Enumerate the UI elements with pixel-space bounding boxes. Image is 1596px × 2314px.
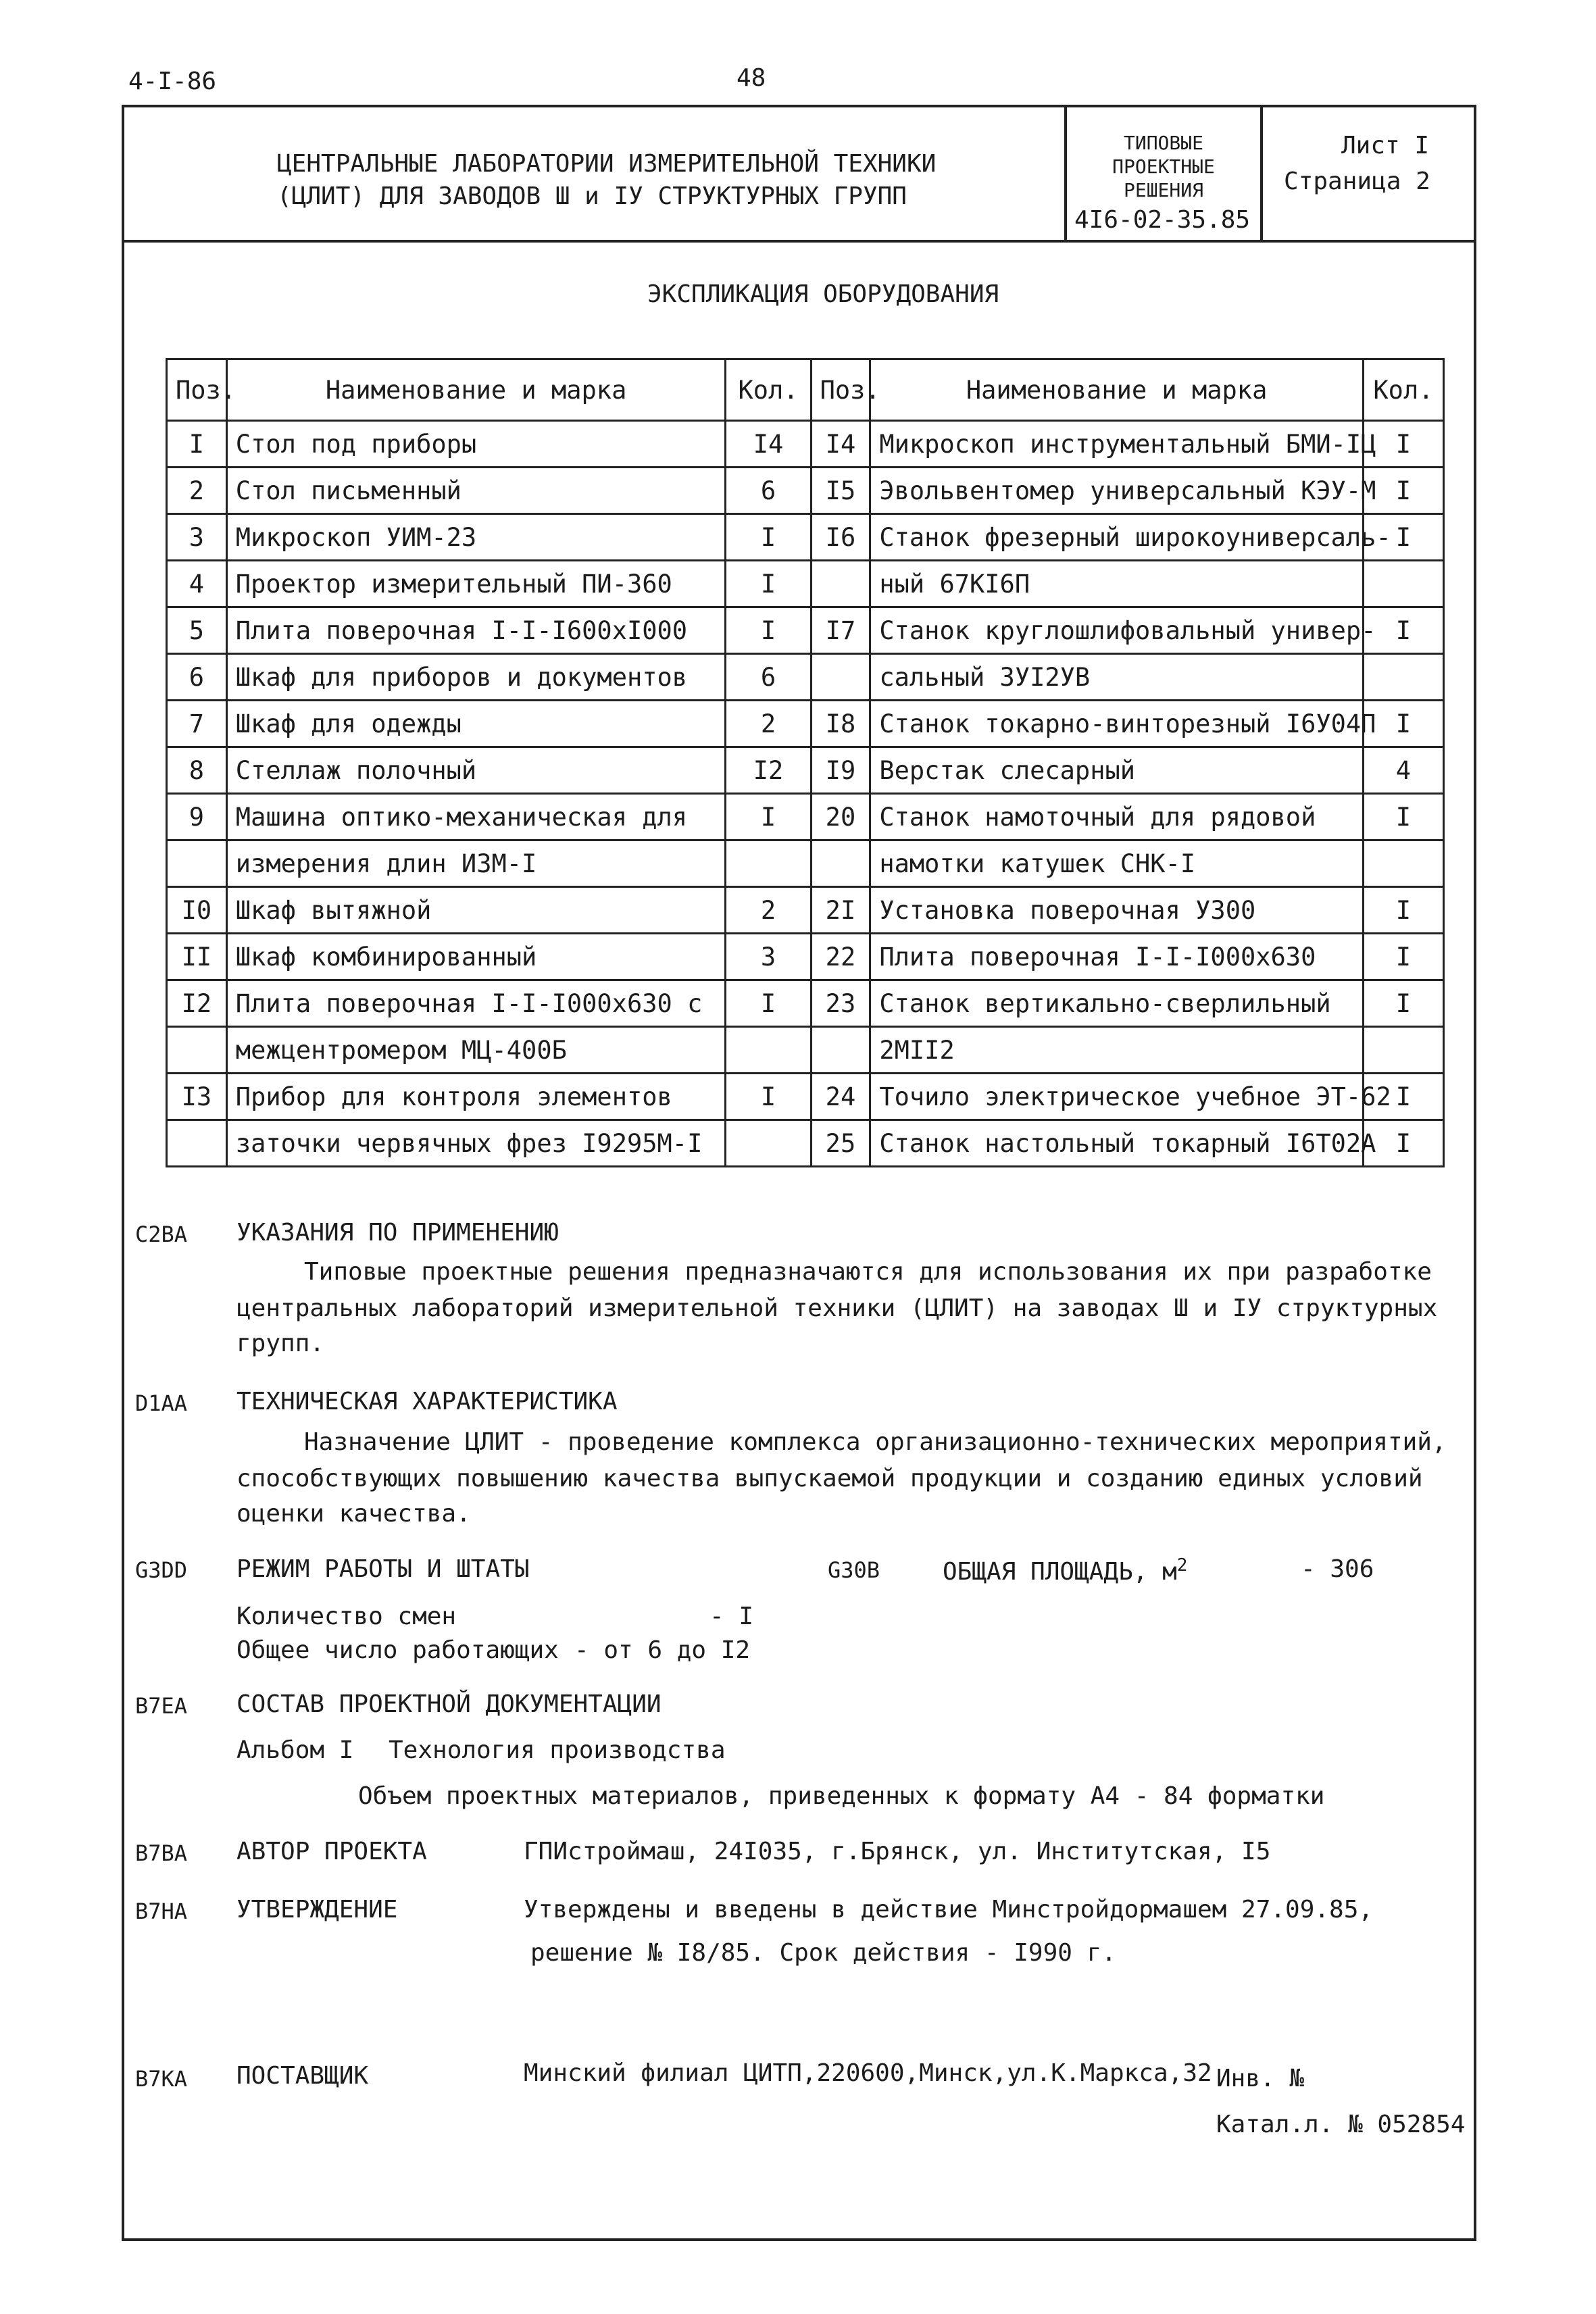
cell-pos-2: 20 — [811, 794, 870, 840]
cell-pos: I0 — [167, 887, 227, 934]
cell-pos-2: I9 — [811, 747, 870, 794]
docs-code: B7EA — [135, 1693, 188, 1719]
cell-name-2: Станок вертикально-сверлильный — [870, 980, 1364, 1027]
table-row — [167, 468, 1444, 514]
area-title-text: ОБЩАЯ ПЛОЩАДЬ, м — [943, 1558, 1177, 1586]
header-qty-2: Кол. — [1363, 359, 1443, 421]
cell-qty-2 — [1363, 561, 1443, 607]
cell-pos: II — [167, 934, 227, 980]
cell-name-2: Станок настольный токарный I6Т02А — [870, 1120, 1364, 1167]
cell-name-2: Верстак слесарный — [870, 747, 1364, 794]
author-code: B7BA — [135, 1840, 188, 1866]
cell-name-2: Микроскоп инструментальный БМИ-IЦ — [870, 421, 1364, 468]
cell-name-2: Станок намоточный для рядовой — [870, 794, 1364, 840]
workers-label: Общее число работающих — [236, 1636, 559, 1664]
cell-qty-2: I — [1363, 701, 1443, 747]
cell-qty: I — [726, 980, 811, 1027]
header-separator-1 — [1064, 105, 1067, 240]
cell-pos: 6 — [167, 654, 227, 701]
author-title: АВТОР ПРОЕКТА — [236, 1838, 427, 1865]
table-row — [167, 887, 1444, 934]
cell-pos: I2 — [167, 980, 227, 1027]
cell-name: Прибор для контроля элементов — [226, 1074, 726, 1120]
table-row — [167, 980, 1444, 1027]
cell-qty-2: I — [1363, 1074, 1443, 1120]
cell-pos: I — [167, 421, 227, 468]
mode-title: РЕЖИМ РАБОТЫ И ШТАТЫ — [236, 1555, 530, 1583]
cell-pos: I3 — [167, 1074, 227, 1120]
cell-name: Стол под приборы — [226, 421, 726, 468]
cell-name-2: Установка поверочная У300 — [870, 887, 1364, 934]
table-row — [167, 421, 1444, 468]
author-value: ГПИстроймаш, 24I035, г.Брянск, ул. Институтская, I5 — [524, 1838, 1271, 1865]
cell-qty — [726, 1027, 811, 1074]
cell-qty: I4 — [726, 421, 811, 468]
docs-title: СОСТАВ ПРОЕКТНОЙ ДОКУМЕНТАЦИИ — [236, 1690, 662, 1718]
cell-qty — [726, 840, 811, 887]
usage-title: УКАЗАНИЯ ПО ПРИМЕНЕНИЮ — [236, 1219, 559, 1247]
cell-name-2: Эвольвентомер универсальный КЭУ-М — [870, 468, 1364, 514]
sheet-label: Лист I — [1341, 132, 1430, 159]
usage-line1: Типовые проектные решения предназначаются для использования их при разработке — [304, 1258, 1432, 1286]
cell-qty: 2 — [726, 701, 811, 747]
cell-pos: 7 — [167, 701, 227, 747]
cell-name: Шкаф комбинированный — [226, 934, 726, 980]
cell-pos: 3 — [167, 514, 227, 561]
header-separator-2 — [1260, 105, 1263, 240]
equipment-table — [166, 358, 1445, 1167]
cell-pos-2: 25 — [811, 1120, 870, 1167]
catalog-number: Катал.л. № 052854 — [1216, 2111, 1466, 2138]
approval-line1: Утверждены и введены в действие Минстройдормашем 27.09.85, — [524, 1896, 1374, 1923]
table-row — [167, 514, 1444, 561]
tech-line3: оценки качества. — [236, 1500, 471, 1528]
cell-qty: I — [726, 794, 811, 840]
inventory-label: Инв. № — [1216, 2065, 1305, 2092]
table-row — [167, 607, 1444, 654]
header-title-line2: (ЦЛИТ) ДЛЯ ЗАВОДОВ Ш и IУ СТРУКТУРНЫХ ГРУПП — [277, 182, 907, 210]
approval-code: B7HA — [135, 1898, 188, 1924]
cell-name: Плита поверочная I-I-I600xI000 — [226, 607, 726, 654]
cell-pos: 5 — [167, 607, 227, 654]
cell-pos: 9 — [167, 794, 227, 840]
header-divider — [122, 240, 1476, 243]
cell-qty-2 — [1363, 840, 1443, 887]
page-label: Страница 2 — [1284, 168, 1430, 195]
page-number: 48 — [737, 64, 766, 92]
tech-code: D1AA — [135, 1390, 188, 1416]
usage-line3: групп. — [236, 1330, 325, 1357]
tech-line1: Назначение ЦЛИТ - проведение комплекса организационно-технических мероприятий, — [304, 1428, 1447, 1456]
supplier-value: Минский филиал ЦИТП,220600,Минск,ул.К.Маркса,32 — [524, 2059, 1212, 2087]
cell-name-2: Точило электрическое учебное ЭТ-62 — [870, 1074, 1364, 1120]
cell-qty: 2 — [726, 887, 811, 934]
cell-qty-2: 4 — [1363, 747, 1443, 794]
area-value: - 306 — [1301, 1555, 1374, 1583]
cell-pos — [167, 1027, 227, 1074]
cell-qty — [726, 1120, 811, 1167]
cell-pos — [167, 1120, 227, 1167]
header-title-line1: ЦЕНТРАЛЬНЫЕ ЛАБОРАТОРИИ ИЗМЕРИТЕЛЬНОЙ ТЕХНИКИ — [277, 150, 937, 178]
cell-pos: 2 — [167, 468, 227, 514]
album-label: Альбом I — [236, 1736, 354, 1764]
approval-line2: решение № I8/85. Срок действия - I990 г. — [530, 1939, 1116, 1967]
approval-title: УТВЕРЖДЕНИЕ — [236, 1896, 398, 1923]
cell-pos-2: I6 — [811, 514, 870, 561]
shifts-value: - I — [709, 1603, 754, 1630]
cell-qty-2: I — [1363, 934, 1443, 980]
cell-pos: 4 — [167, 561, 227, 607]
cell-name: Машина оптико-механическая для — [226, 794, 726, 840]
cell-pos-2 — [811, 561, 870, 607]
table-row — [167, 934, 1444, 980]
area-code: G30B — [828, 1557, 880, 1583]
area-title — [943, 1555, 1187, 1586]
cell-pos-2: I8 — [811, 701, 870, 747]
shifts-label: Количество смен — [236, 1603, 457, 1630]
cell-name: Стеллаж полочный — [226, 747, 726, 794]
section-title: ЭКСПЛИКАЦИЯ ОБОРУДОВАНИЯ — [647, 280, 999, 308]
cell-qty: I — [726, 1074, 811, 1120]
cell-qty-2: I — [1363, 1120, 1443, 1167]
cell-name: межцентромером МЦ-400Б — [226, 1027, 726, 1074]
usage-line2: центральных лабораторий измерительной техники (ЦЛИТ) на заводах Ш и IУ структурных — [236, 1294, 1438, 1322]
cell-name: Стол письменный — [226, 468, 726, 514]
area-unit-sup: 2 — [1176, 1555, 1188, 1576]
table-row — [167, 747, 1444, 794]
cell-pos: 8 — [167, 747, 227, 794]
project-code: 4I6-02-35.85 — [1074, 206, 1251, 234]
cell-name-2: намотки катушек СНК-I — [870, 840, 1364, 887]
table-row — [167, 840, 1444, 887]
cell-pos-2: I7 — [811, 607, 870, 654]
cell-name-2: 2МII2 — [870, 1027, 1364, 1074]
cell-name-2: Станок токарно-винторезный I6У04П — [870, 701, 1364, 747]
table-row — [167, 561, 1444, 607]
cell-name: Шкаф для одежды — [226, 701, 726, 747]
cell-qty-2: I — [1363, 887, 1443, 934]
cell-name: заточки червячных фрез I9295М-I — [226, 1120, 726, 1167]
cell-qty: 6 — [726, 468, 811, 514]
cell-qty: 3 — [726, 934, 811, 980]
supplier-code: B7KA — [135, 2066, 188, 2092]
cell-qty-2: I — [1363, 468, 1443, 514]
header-name-2: Наименование и марка — [870, 359, 1364, 421]
cell-name-2: Плита поверочная I-I-I000x630 — [870, 934, 1364, 980]
cell-qty: I2 — [726, 747, 811, 794]
header-pos: Поз. — [167, 359, 227, 421]
cell-pos-2: 22 — [811, 934, 870, 980]
cell-qty: 6 — [726, 654, 811, 701]
cell-qty-2 — [1363, 1027, 1443, 1074]
usage-code: C2BA — [135, 1222, 188, 1247]
cell-name-2: ный 67КI6П — [870, 561, 1364, 607]
header-type-line1: ТИПОВЫЕ — [1123, 132, 1203, 154]
document-code: 4-I-86 — [128, 68, 217, 95]
cell-qty-2: I — [1363, 980, 1443, 1027]
table-row — [167, 1027, 1444, 1074]
mode-code: G3DD — [135, 1557, 188, 1583]
cell-qty: I — [726, 561, 811, 607]
header-type-line3: РЕШЕНИЯ — [1123, 179, 1203, 201]
cell-name-2: сальный 3УI2УВ — [870, 654, 1364, 701]
cell-pos-2: 23 — [811, 980, 870, 1027]
cell-qty-2: I — [1363, 794, 1443, 840]
cell-name: Плита поверочная I-I-I000x630 с — [226, 980, 726, 1027]
header-pos-2: Поз. — [811, 359, 870, 421]
cell-qty-2: I — [1363, 421, 1443, 468]
cell-name: Микроскоп УИМ-23 — [226, 514, 726, 561]
workers-value: - от 6 до I2 — [574, 1636, 751, 1664]
header-type-line2: ПРОЕКТНЫЕ — [1112, 155, 1215, 178]
tech-title: ТЕХНИЧЕСКАЯ ХАРАКТЕРИСТИКА — [236, 1388, 618, 1415]
cell-pos-2: I5 — [811, 468, 870, 514]
cell-name: измерения длин ИЗМ-I — [226, 840, 726, 887]
cell-name: Шкаф для приборов и документов — [226, 654, 726, 701]
cell-name: Проектор измерительный ПИ-360 — [226, 561, 726, 607]
cell-pos-2 — [811, 654, 870, 701]
docs-volume: Объем проектных материалов, приведенных к формату А4 - 84 форматки — [358, 1782, 1325, 1810]
table-row — [167, 794, 1444, 840]
table-header-row — [167, 359, 1444, 421]
header-name: Наименование и марка — [226, 359, 726, 421]
table-row — [167, 1074, 1444, 1120]
cell-qty: I — [726, 514, 811, 561]
cell-qty-2: I — [1363, 607, 1443, 654]
header-qty: Кол. — [726, 359, 811, 421]
cell-qty: I — [726, 607, 811, 654]
cell-pos-2 — [811, 1027, 870, 1074]
cell-pos-2 — [811, 840, 870, 887]
cell-qty-2 — [1363, 654, 1443, 701]
cell-name-2: Станок фрезерный широкоуниверсаль- — [870, 514, 1364, 561]
tech-line2: способствующих повышению качества выпускаемой продукции и созданию единых условий — [236, 1465, 1423, 1492]
supplier-title: ПОСТАВЩИК — [236, 2062, 369, 2090]
cell-name-2: Станок круглошлифовальный универ- — [870, 607, 1364, 654]
cell-name: Шкаф вытяжной — [226, 887, 726, 934]
cell-pos-2: I4 — [811, 421, 870, 468]
album-value: Технология производства — [389, 1736, 726, 1764]
cell-pos-2: 24 — [811, 1074, 870, 1120]
cell-pos — [167, 840, 227, 887]
cell-qty-2: I — [1363, 514, 1443, 561]
table-row — [167, 654, 1444, 701]
cell-pos-2: 2I — [811, 887, 870, 934]
table-row — [167, 701, 1444, 747]
table-row — [167, 1120, 1444, 1167]
